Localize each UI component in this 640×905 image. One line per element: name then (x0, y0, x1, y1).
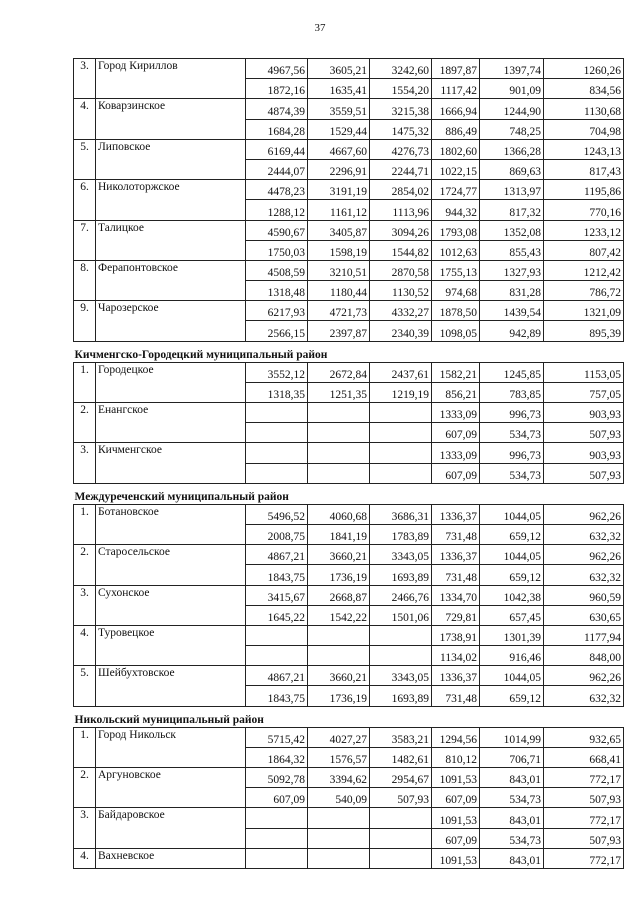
table-row (74, 848, 624, 868)
row-number: 8. (74, 260, 96, 300)
value-cell: 2854,02 (370, 180, 432, 200)
value-cell (308, 463, 370, 483)
value-cell: 1635,41 (308, 79, 370, 99)
value-cell: 3415,67 (246, 585, 308, 605)
value-cell: 856,21 (432, 382, 480, 402)
value-cell: 1897,87 (432, 59, 480, 79)
value-cell: 903,93 (544, 443, 624, 463)
value-cell: 706,71 (480, 747, 544, 767)
value-cell: 1793,08 (432, 220, 480, 240)
value-cell: 731,48 (432, 565, 480, 585)
value-cell: 632,32 (544, 565, 624, 585)
value-cell: 1244,90 (480, 99, 544, 119)
value-cell: 1366,28 (480, 139, 544, 159)
settlement-name: Ботановское (96, 504, 246, 544)
row-number: 3. (74, 443, 96, 483)
table-row (74, 585, 624, 605)
value-cell: 1864,32 (246, 747, 308, 767)
value-cell: 4874,39 (246, 99, 308, 119)
value-cell (308, 828, 370, 848)
value-cell: 4027,27 (308, 727, 370, 747)
value-cell: 1260,26 (544, 59, 624, 79)
value-cell (370, 625, 432, 645)
value-cell: 3405,87 (308, 220, 370, 240)
settlement-name: Аргуновское (96, 768, 246, 808)
value-cell: 507,93 (544, 423, 624, 443)
value-cell: 772,17 (544, 768, 624, 788)
value-cell: 1843,75 (246, 565, 308, 585)
value-cell: 1554,20 (370, 79, 432, 99)
value-cell: 607,09 (432, 463, 480, 483)
value-cell: 1334,70 (432, 585, 480, 605)
table-row (74, 727, 624, 747)
section-title: Кичменгско-Городецкий муниципальный район (74, 348, 328, 361)
value-cell: 1153,05 (544, 362, 624, 382)
value-cell: 1529,44 (308, 119, 370, 139)
value-cell: 1091,53 (432, 808, 480, 828)
value-cell: 1542,22 (308, 605, 370, 625)
value-cell: 1878,50 (432, 301, 480, 321)
value-cell: 843,01 (480, 808, 544, 828)
value-cell: 4478,23 (246, 180, 308, 200)
value-cell (370, 463, 432, 483)
row-number: 3. (74, 808, 96, 848)
value-cell: 1684,28 (246, 119, 308, 139)
value-cell: 1014,99 (480, 727, 544, 747)
row-number: 1. (74, 727, 96, 767)
value-cell: 2444,07 (246, 159, 308, 179)
table-row (74, 443, 624, 463)
value-cell: 630,65 (544, 605, 624, 625)
page-number: 37 (314, 22, 326, 34)
settlement-name: Байдаровское (96, 808, 246, 848)
row-number: 3. (74, 59, 96, 99)
value-cell: 886,49 (432, 119, 480, 139)
value-cell: 944,32 (432, 200, 480, 220)
value-cell: 3559,51 (308, 99, 370, 119)
value-cell: 2008,75 (246, 524, 308, 544)
value-cell (308, 423, 370, 443)
section-header-row (74, 706, 624, 727)
value-cell: 1724,77 (432, 180, 480, 200)
row-number: 3. (74, 585, 96, 625)
table-row (74, 180, 624, 200)
value-cell: 855,43 (480, 240, 544, 260)
value-cell: 2340,39 (370, 321, 432, 341)
table-row (74, 301, 624, 321)
value-cell: 540,09 (308, 788, 370, 808)
value-cell: 534,73 (480, 828, 544, 848)
row-number: 4. (74, 99, 96, 139)
value-cell: 834,56 (544, 79, 624, 99)
value-cell: 1755,13 (432, 260, 480, 280)
value-cell (308, 848, 370, 868)
value-cell: 1475,32 (370, 119, 432, 139)
value-cell: 659,12 (480, 565, 544, 585)
settlement-name: Кичменгское (96, 443, 246, 483)
value-cell: 1219,19 (370, 382, 432, 402)
value-cell: 507,93 (370, 788, 432, 808)
value-cell: 3343,05 (370, 666, 432, 686)
value-cell: 1294,56 (432, 727, 480, 747)
value-cell: 1044,05 (480, 545, 544, 565)
value-cell: 1693,89 (370, 686, 432, 706)
table-row (74, 220, 624, 240)
value-cell: 4867,21 (246, 666, 308, 686)
value-cell: 757,05 (544, 382, 624, 402)
value-cell: 731,48 (432, 524, 480, 544)
row-number: 4. (74, 848, 96, 868)
value-cell: 1044,05 (480, 666, 544, 686)
value-cell: 507,93 (544, 463, 624, 483)
value-cell: 748,25 (480, 119, 544, 139)
table-row (74, 260, 624, 280)
value-cell: 2397,87 (308, 321, 370, 341)
value-cell: 1245,85 (480, 362, 544, 382)
value-cell: 3215,38 (370, 99, 432, 119)
value-cell (246, 848, 308, 868)
value-cell: 3094,26 (370, 220, 432, 240)
value-cell: 1042,38 (480, 585, 544, 605)
value-cell: 1750,03 (246, 240, 308, 260)
value-cell: 2466,76 (370, 585, 432, 605)
value-cell: 1113,96 (370, 200, 432, 220)
value-cell: 2296,91 (308, 159, 370, 179)
value-cell: 1693,89 (370, 565, 432, 585)
value-cell (370, 828, 432, 848)
value-cell: 3605,21 (308, 59, 370, 79)
value-cell: 4867,21 (246, 545, 308, 565)
value-cell: 704,98 (544, 119, 624, 139)
row-number: 6. (74, 180, 96, 220)
value-cell: 843,01 (480, 768, 544, 788)
value-cell: 843,01 (480, 848, 544, 868)
table-row (74, 768, 624, 788)
table-row (74, 808, 624, 828)
settlement-name: Городецкое (96, 362, 246, 402)
settlement-name: Вахневское (96, 848, 246, 868)
value-cell (246, 403, 308, 423)
section-title: Никольский муниципальный район (74, 713, 264, 726)
value-cell: 1336,37 (432, 666, 480, 686)
value-cell: 2244,71 (370, 159, 432, 179)
value-cell: 1501,06 (370, 605, 432, 625)
value-cell: 1318,35 (246, 382, 308, 402)
value-cell: 1333,09 (432, 443, 480, 463)
table-row (74, 545, 624, 565)
value-cell: 1212,42 (544, 260, 624, 280)
value-cell: 2954,67 (370, 768, 432, 788)
value-cell: 1180,44 (308, 281, 370, 301)
settlement-name: Николоторжское (96, 180, 246, 220)
value-cell: 1098,05 (432, 321, 480, 341)
value-cell: 903,93 (544, 403, 624, 423)
value-cell: 1117,42 (432, 79, 480, 99)
value-cell: 1251,35 (308, 382, 370, 402)
table-row (74, 625, 624, 645)
value-cell: 731,48 (432, 686, 480, 706)
value-cell: 1738,91 (432, 625, 480, 645)
value-cell: 534,73 (480, 788, 544, 808)
value-cell: 1645,22 (246, 605, 308, 625)
value-cell: 1044,05 (480, 504, 544, 524)
value-cell: 659,12 (480, 524, 544, 544)
value-cell: 5496,52 (246, 504, 308, 524)
value-cell: 1130,52 (370, 281, 432, 301)
section-header-row (74, 483, 624, 504)
value-cell: 1130,68 (544, 99, 624, 119)
value-cell: 962,26 (544, 545, 624, 565)
table-row (74, 362, 624, 382)
value-cell: 916,46 (480, 646, 544, 666)
value-cell: 3583,21 (370, 727, 432, 747)
value-cell: 4276,73 (370, 139, 432, 159)
value-cell: 507,93 (544, 828, 624, 848)
value-cell: 2672,84 (308, 362, 370, 382)
value-cell: 1091,53 (432, 768, 480, 788)
value-cell: 4508,59 (246, 260, 308, 280)
value-cell: 831,28 (480, 281, 544, 301)
value-cell: 1582,21 (432, 362, 480, 382)
value-cell (246, 443, 308, 463)
value-cell: 772,17 (544, 848, 624, 868)
value-cell: 1091,53 (432, 848, 480, 868)
settlement-name: Талицкое (96, 220, 246, 260)
row-number: 4. (74, 625, 96, 665)
value-cell: 6217,93 (246, 301, 308, 321)
value-cell (308, 646, 370, 666)
value-cell: 607,09 (246, 788, 308, 808)
value-cell: 3660,21 (308, 545, 370, 565)
settlement-name: Шейбухтовское (96, 666, 246, 706)
table-row (74, 666, 624, 686)
table-row (74, 139, 624, 159)
value-cell: 4721,73 (308, 301, 370, 321)
value-cell: 1397,74 (480, 59, 544, 79)
value-cell: 810,12 (432, 747, 480, 767)
value-cell: 607,09 (432, 788, 480, 808)
value-cell (308, 808, 370, 828)
value-cell: 607,09 (432, 423, 480, 443)
value-cell: 1327,93 (480, 260, 544, 280)
value-cell: 3552,12 (246, 362, 308, 382)
value-cell: 1313,97 (480, 180, 544, 200)
value-cell: 895,39 (544, 321, 624, 341)
table-row (74, 59, 624, 79)
row-number: 2. (74, 403, 96, 443)
value-cell (308, 625, 370, 645)
settlement-name: Город Кириллов (96, 59, 246, 99)
tariff-table (73, 58, 624, 869)
value-cell: 1012,63 (432, 240, 480, 260)
value-cell: 942,89 (480, 321, 544, 341)
value-cell: 534,73 (480, 423, 544, 443)
value-cell (308, 403, 370, 423)
value-cell: 1576,57 (308, 747, 370, 767)
value-cell: 817,32 (480, 200, 544, 220)
settlement-name: Енангское (96, 403, 246, 443)
value-cell: 3210,51 (308, 260, 370, 280)
value-cell: 4332,27 (370, 301, 432, 321)
value-cell: 1482,61 (370, 747, 432, 767)
value-cell: 4967,56 (246, 59, 308, 79)
value-cell: 1288,12 (246, 200, 308, 220)
settlement-name: Липовское (96, 139, 246, 179)
value-cell: 1318,48 (246, 281, 308, 301)
value-cell (246, 463, 308, 483)
value-cell: 3394,62 (308, 768, 370, 788)
value-cell: 783,85 (480, 382, 544, 402)
value-cell: 534,73 (480, 463, 544, 483)
value-cell: 1321,09 (544, 301, 624, 321)
value-cell: 3242,60 (370, 59, 432, 79)
row-number: 7. (74, 220, 96, 260)
value-cell: 974,68 (432, 281, 480, 301)
value-cell: 1336,37 (432, 504, 480, 524)
value-cell: 507,93 (544, 788, 624, 808)
value-cell: 1598,19 (308, 240, 370, 260)
value-cell: 1336,37 (432, 545, 480, 565)
value-cell: 3660,21 (308, 666, 370, 686)
value-cell: 770,16 (544, 200, 624, 220)
value-cell: 4590,67 (246, 220, 308, 240)
value-cell: 3686,31 (370, 504, 432, 524)
table-row (74, 504, 624, 524)
value-cell: 1872,16 (246, 79, 308, 99)
value-cell: 3191,19 (308, 180, 370, 200)
value-cell: 772,17 (544, 808, 624, 828)
section-title: Междуреченский муниципальный район (74, 490, 289, 503)
value-cell: 2437,61 (370, 362, 432, 382)
value-cell: 960,59 (544, 585, 624, 605)
value-cell: 1666,94 (432, 99, 480, 119)
value-cell (246, 423, 308, 443)
value-cell (308, 443, 370, 463)
settlement-name: Чарозерское (96, 301, 246, 341)
row-number: 2. (74, 545, 96, 585)
value-cell: 1195,86 (544, 180, 624, 200)
section-header-row (74, 341, 624, 362)
value-cell: 962,26 (544, 504, 624, 524)
value-cell: 1161,12 (308, 200, 370, 220)
value-cell: 1134,02 (432, 646, 480, 666)
value-cell: 2566,15 (246, 321, 308, 341)
value-cell: 1333,09 (432, 403, 480, 423)
value-cell: 5715,42 (246, 727, 308, 747)
value-cell: 632,32 (544, 524, 624, 544)
value-cell: 848,00 (544, 646, 624, 666)
row-number: 9. (74, 301, 96, 341)
row-number: 2. (74, 768, 96, 808)
value-cell: 962,26 (544, 666, 624, 686)
value-cell: 1177,94 (544, 625, 624, 645)
value-cell (370, 646, 432, 666)
value-cell: 817,43 (544, 159, 624, 179)
value-cell (246, 808, 308, 828)
value-cell: 996,73 (480, 403, 544, 423)
value-cell: 1783,89 (370, 524, 432, 544)
settlement-name: Город Никольск (96, 727, 246, 767)
value-cell: 6169,44 (246, 139, 308, 159)
value-cell: 869,63 (480, 159, 544, 179)
value-cell: 632,32 (544, 686, 624, 706)
value-cell: 3343,05 (370, 545, 432, 565)
value-cell: 996,73 (480, 443, 544, 463)
value-cell: 729,81 (432, 605, 480, 625)
value-cell: 932,65 (544, 727, 624, 747)
value-cell (246, 625, 308, 645)
value-cell: 659,12 (480, 686, 544, 706)
value-cell: 2668,87 (308, 585, 370, 605)
value-cell: 1843,75 (246, 686, 308, 706)
value-cell: 807,42 (544, 240, 624, 260)
table-row (74, 403, 624, 423)
value-cell: 668,41 (544, 747, 624, 767)
value-cell: 1233,12 (544, 220, 624, 240)
value-cell: 1736,19 (308, 565, 370, 585)
row-number: 1. (74, 362, 96, 402)
row-number: 5. (74, 139, 96, 179)
settlement-name: Туровецкое (96, 625, 246, 665)
value-cell: 786,72 (544, 281, 624, 301)
value-cell: 1022,15 (432, 159, 480, 179)
settlement-name: Сухонское (96, 585, 246, 625)
value-cell: 657,45 (480, 605, 544, 625)
value-cell (246, 828, 308, 848)
value-cell: 1841,19 (308, 524, 370, 544)
value-cell (370, 848, 432, 868)
settlement-name: Коварзинское (96, 99, 246, 139)
settlement-name: Старосельское (96, 545, 246, 585)
value-cell (370, 423, 432, 443)
value-cell: 607,09 (432, 828, 480, 848)
value-cell: 4060,68 (308, 504, 370, 524)
value-cell: 1544,82 (370, 240, 432, 260)
value-cell (370, 808, 432, 828)
value-cell: 1352,08 (480, 220, 544, 240)
value-cell: 1301,39 (480, 625, 544, 645)
value-cell: 2870,58 (370, 260, 432, 280)
settlement-name: Ферапонтовское (96, 260, 246, 300)
value-cell: 5092,78 (246, 768, 308, 788)
value-cell: 901,09 (480, 79, 544, 99)
value-cell: 1736,19 (308, 686, 370, 706)
table-row (74, 99, 624, 119)
value-cell: 1243,13 (544, 139, 624, 159)
value-cell: 1439,54 (480, 301, 544, 321)
row-number: 1. (74, 504, 96, 544)
value-cell (246, 646, 308, 666)
value-cell (370, 403, 432, 423)
value-cell: 1802,60 (432, 139, 480, 159)
value-cell: 4667,60 (308, 139, 370, 159)
value-cell (370, 443, 432, 463)
row-number: 5. (74, 666, 96, 706)
